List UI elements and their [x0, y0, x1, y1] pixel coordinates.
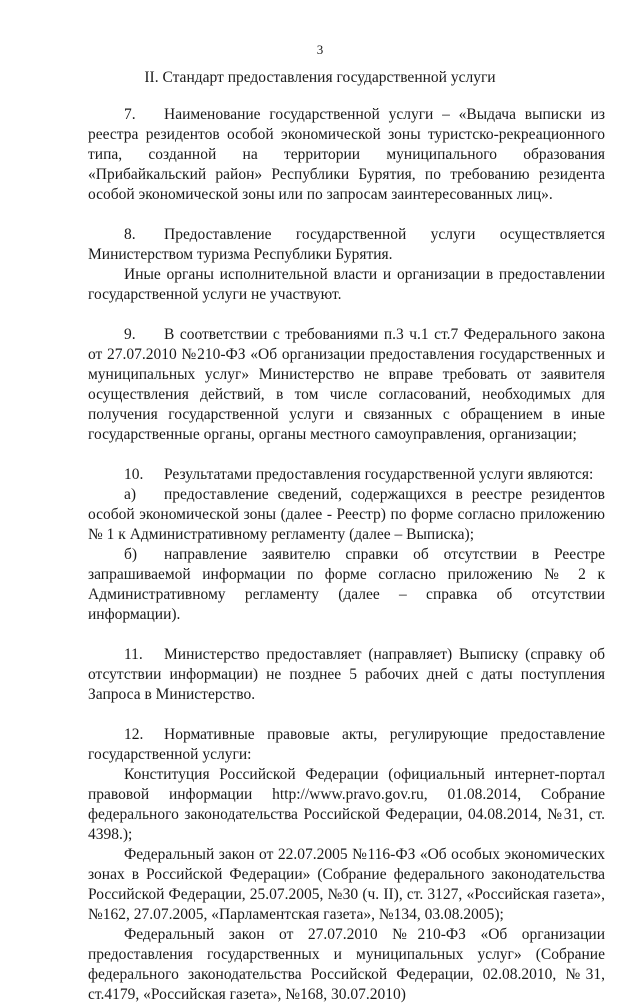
paragraph-text: Иные органы исполнительной власти и организации в предоставлении государственной услуги не участвуют.	[88, 266, 605, 303]
paragraph-text: Министерство предоставляет (направляет) Выписку (справку об отсутствии информации) не позднее 5 рабочих дней с даты поступления Запроса в Министерство.	[88, 646, 605, 703]
paragraph-8	[88, 225, 605, 265]
paragraph-text: Результатами предоставления государственной услуги являются:	[164, 466, 594, 483]
section-title: II. Стандарт предоставления государственной услуги	[144, 69, 496, 86]
paragraph-7	[88, 105, 605, 205]
paragraph-text: направление заявителю справки об отсутствии в Реестре запрашиваемой информации по форме согласно приложению № 2 к Административному регламенту (далее – справка об отсутствии информации).	[88, 546, 605, 623]
paragraph-text: Федеральный закон от 27.07.2010 №210-ФЗ «Об организации предоставления государственных и муниципальных услуг» (Собрание федерального законодательства Российской Федерации, 02.08.2010, №31, ст.4179, «Российская газета», №168, 30.07.2010)	[88, 926, 605, 1003]
page-number: 3	[316, 42, 324, 57]
paragraph-number: 12.	[124, 726, 144, 743]
item-letter: а)	[124, 486, 137, 503]
paragraph-text: Нормативные правовые акты, регулирующие предоставление государственной услуги:	[88, 726, 605, 763]
paragraph-12-law-116	[88, 845, 605, 925]
paragraph-12-constitution	[88, 765, 605, 845]
paragraph-number: 9.	[124, 326, 136, 343]
paragraph-12-law-210	[88, 925, 605, 1005]
paragraph-number: 10.	[124, 466, 144, 483]
paragraph-10	[88, 465, 605, 485]
paragraph-10-item-a	[88, 485, 605, 545]
paragraph-text: Федеральный закон от 22.07.2005 №116-ФЗ «Об особых экономических зонах в Российской Федерации» (Собрание федерального законодательства Российской Федерации, 25.07.2005, №30 (ч. II), ст. 3127, «Российская газета», №162, 27.07.2005, «Парламентская газета», №134, 03.08.2005);	[88, 846, 605, 923]
paragraph-10-item-b	[88, 545, 605, 625]
paragraph-11	[88, 645, 605, 705]
paragraph-8-continued	[88, 265, 605, 305]
paragraph-text: предоставление сведений, содержащихся в реестре резидентов особой экономической зоны (далее - Реестр) по форме согласно приложению № 1 к Административному регламенту (далее – Выписка);	[88, 486, 605, 543]
paragraph-12	[88, 725, 605, 765]
paragraph-number: 8.	[124, 226, 136, 243]
paragraph-text: В соответствии с требованиями п.3 ч.1 ст.7 Федерального закона от 27.07.2010 №210-ФЗ «Об организации предоставления государственных и муниципальных услуг» Министерство не вправе требовать от заявителя осуществления действий, в том числе согласований, необходимых для получения государственной услуги и связанных с обращением в иные государственные органы, органы местного самоуправления, организации;	[88, 326, 605, 443]
paragraph-text: Наименование государственной услуги – «Выдача выписки из реестра резидентов особой экономической зоны туристско-рекреационного типа, созданной на территории муниципального образования «Прибайкальский район» Республики Бурятия, по требованию резидента особой экономической зоны или по запросам заинтересованных лиц».	[88, 106, 605, 203]
paragraph-number: 11.	[124, 646, 143, 663]
item-letter: б)	[124, 546, 138, 563]
document-body	[88, 105, 605, 1005]
paragraph-text: Предоставление государственной услуги осуществляется Министерством туризма Республики Бурятия.	[88, 226, 605, 263]
paragraph-9	[88, 325, 605, 445]
paragraph-text: Конституция Российской Федерации (официальный интернет-портал правовой информации http://www.pravo.gov.ru, 01.08.2014, Собрание федерального законодательства Российской Федерации, 04.08.2014, №31, ст. 4398.);	[88, 766, 605, 843]
paragraph-number: 7.	[124, 106, 136, 123]
